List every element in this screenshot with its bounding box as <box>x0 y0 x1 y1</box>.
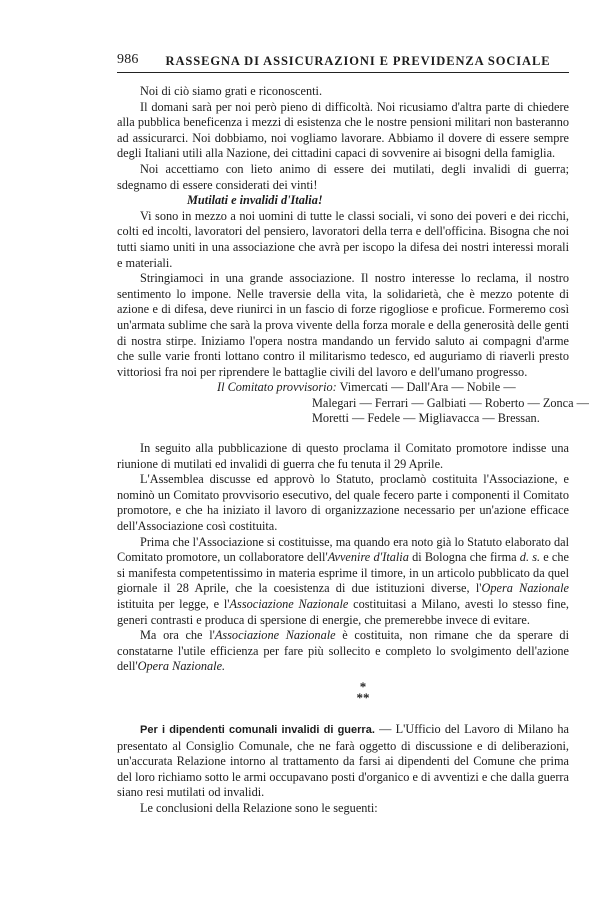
paragraph: Stringiamoci in una grande associazione. Il nostro interesse lo reclama, il nostro sentimento lo impone. Nelle traversie della vita, la solidarietà, che è mezzo potente di azione e di difesa, deve riunirci in un fascio di forze rigogliose e proficue. Formeremo così un'armata sublime che sarà la prova vivente della forza morale e della generosità delle genti di nostra stirpe. Iniziamo l'opera nostra mandando un fervido saluto ai compagni d'arme che sulle varie fronti lottano contro il militarismo tedesco, ed auguriamo di riaverli presto vittoriosi fra noi per riprendere le battaglie civili del lavoro e dell'umano progresso. <box>117 271 569 379</box>
header-rule <box>117 72 569 73</box>
italic-run: Associazione Nazionale <box>214 628 336 643</box>
paragraph <box>117 628 569 675</box>
text-run: Ma ora che l' <box>140 628 215 643</box>
paragraph <box>117 722 569 801</box>
committee-line <box>217 380 569 396</box>
committee-signatures <box>117 380 589 427</box>
text-run: istituita per legge, e l' <box>117 597 230 611</box>
italic-run: Opera Nazionale. <box>137 659 226 674</box>
spacer <box>117 675 569 682</box>
runin-heading: Per i dipendenti comunali invalidi di guerra. <box>140 723 375 736</box>
committee-names: Malegari — Ferrari — Galbiati — Roberto — Zonca — <box>312 395 589 410</box>
section-asterism <box>117 678 569 722</box>
italic-run: d. s. <box>519 550 541 565</box>
paragraph: L'Assemblea discusse ed approvò lo Statuto, proclamò costituita l'Associazione, e nominò un Comitato provvisorio esecutivo, del quale fecero parte i componenti il Comitato promotore, e che ha iniziato il lavoro di organizzazione necessario per un'azione efficace dell'Associazione così costituita. <box>117 472 569 534</box>
page-number: 986 <box>117 52 139 67</box>
running-header <box>117 51 569 71</box>
paragraph: In seguito alla pubblicazione di questo proclama il Comitato promotore indisse una riunione di mutilati ed invalidi di guerra che fu tenuta il 29 Aprile. <box>117 441 569 471</box>
paragraph: Il domani sarà per noi però pieno di difficoltà. Noi ricusiamo d'altra parte di chiedere alla pubblica beneficenza i mezzi di esistenza che le nostre pensioni militari non basteranno ad assicurarci. Noi dobbiamo, noi vogliamo lavorare. Abbiamo il dovere di essere sempre degli Italiani utili alla Nazione, dei cittadini capaci di sovvenire ai bisogni della famiglia. <box>117 99 569 161</box>
italic-run: Opera Nazionale <box>481 581 569 596</box>
body-text <box>117 84 589 817</box>
committee-names: Vimercati — Dall'Ara — Nobile — <box>339 380 516 395</box>
asterism-bottom: ** <box>356 689 370 705</box>
text-run: — L'Ufficio del Lavoro di Milano ha presentato al Consiglio Comunale, che ne farà oggetto di discussione e di deliberazioni, un'accurata Relazione intorno al trattamento da farsi ai dipendenti del Comune che prima del loro richiamo sotto le armi occupavano posti d'organico e di avventizi e che dalla guerra siano resi mutilati od invalidi. <box>117 721 569 800</box>
section-heading: Mutilati e invalidi d'Italia! <box>187 193 323 208</box>
text-run: di Bologna che firma <box>408 550 520 565</box>
paragraph: Noi accettiamo con lieto animo di essere dei mutilati, degli invalidi di guerra; sdegnamo di essere considerati dei vinti! <box>117 161 569 192</box>
spacer <box>117 427 569 441</box>
italic-run: Avvenire d'Italia <box>327 550 409 565</box>
asterism-top: * <box>359 678 367 694</box>
text-run: costituitasi a Milano, avesti lo stesso fine, generi contrasti e produca di spersione di energie, che premerebbe invece di evitare. <box>117 597 569 627</box>
paragraph <box>117 535 569 629</box>
italic-run: Associazione Nazionale <box>229 597 349 611</box>
text-run: e che si manifesta competentissimo in materia esprime il timore, in un articolo pubblicato da quel giornale il 28 Aprile, che la coesistenza di due istituzioni diverse, l' <box>117 550 569 596</box>
paragraph: Le conclusioni della Relazione sono le seguenti: <box>140 800 378 815</box>
committee-names: Moretti — Fedele — Migliavacca — Bressan. <box>312 411 540 426</box>
paragraph: Noi di ciò siamo grati e riconoscenti. <box>140 84 323 98</box>
paragraph: Vi sono in mezzo a noi uomini di tutte le classi sociali, vi sono dei poveri e dei ricchi, colti ed incolti, lavoratori del pensiero, lavoratori della terra e dell'officina. Bisogna che noi tutti siamo uniti in una associazione che avrà per iscopo la difesa dei nostri interessi morali e materiali. <box>117 208 569 270</box>
text-run: è costituita, non rimane che da sperare di constatarne l'utile efficienza per fare più sollecito e completo lo svolgimento dell'azione dell' <box>117 628 569 674</box>
committee-label: Il Comitato provvisorio: <box>217 380 337 395</box>
running-title: RASSEGNA DI ASSICURAZIONI E PREVIDENZA SOCIALE <box>165 54 551 68</box>
text-run: Prima che l'Associazione si costituisse, ma quando era noto già lo Statuto elaborato dal Comitato promotore, un collaboratore dell' <box>117 534 569 565</box>
